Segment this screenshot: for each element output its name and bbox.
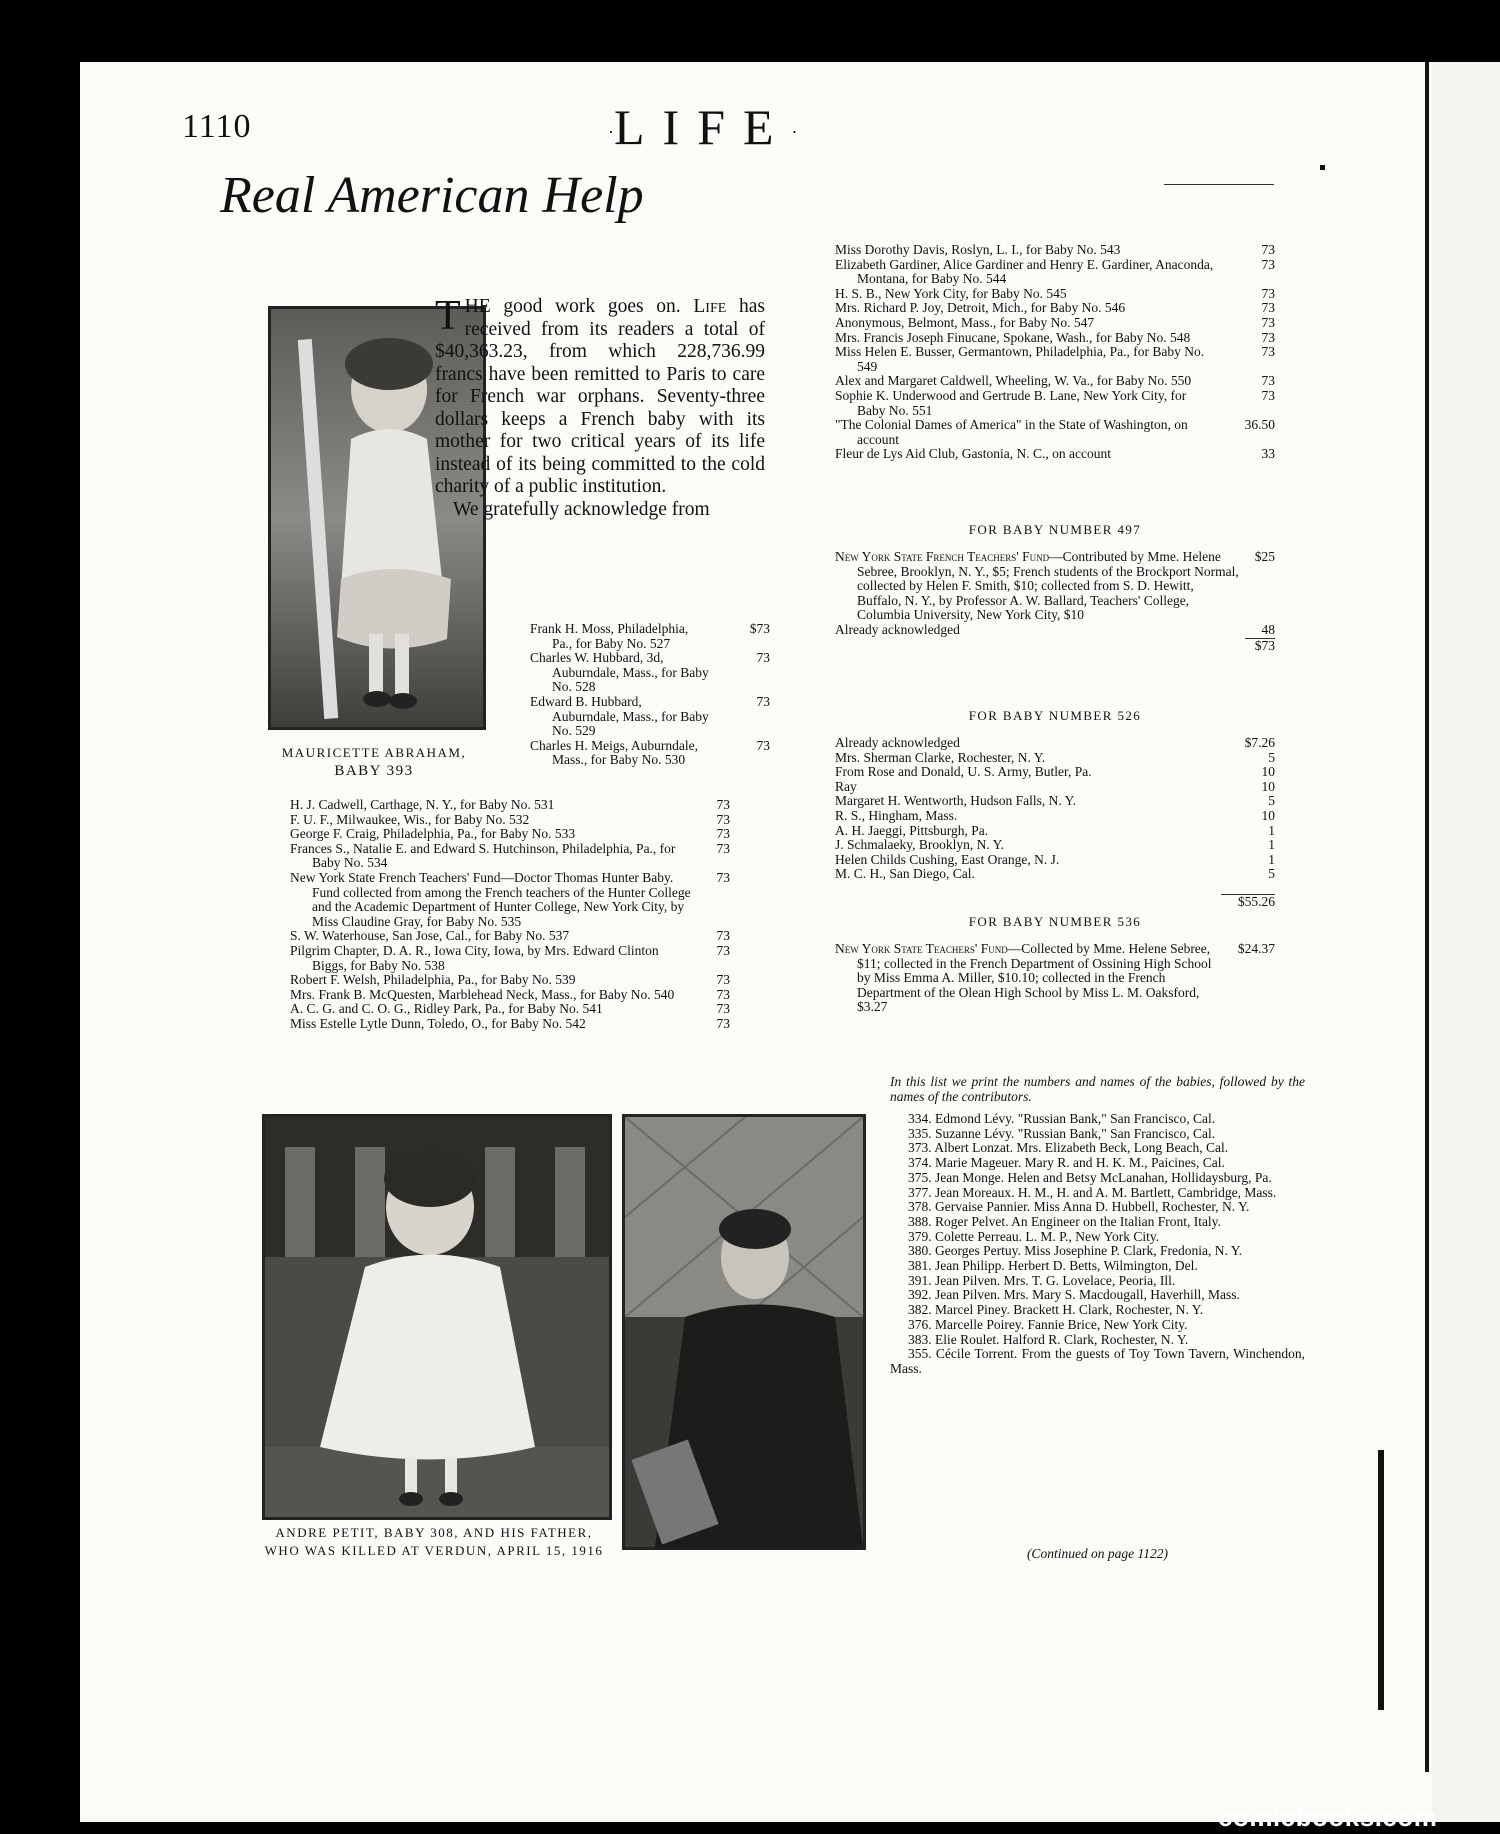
caption-line-2: WHO WAS KILLED AT VERDUN, APRIL 15, 1916 <box>264 1543 604 1558</box>
caption-line-1: ANDRE PETIT, BABY 308, AND HIS FATHER, <box>275 1525 593 1540</box>
contributor-name: Helen Childs Cushing, East Orange, N. J. <box>835 851 1060 867</box>
contribution-amount: 73 <box>716 928 730 944</box>
contributor-name: Edward B. Hubbard, Auburndale, Mass., for Baby No. 529 <box>530 693 709 739</box>
fund-text: —Contributed by Mme. Helene Sebree, Brooklyn, N. Y., $5; French students of the Brockport Normal, collected by Helen F. Smith, $10; collected from S. D. Hewitt, Buffalo, N. Y., by Professor A. W. Ballard, Teachers' College, Columbia University, New York City, $10 <box>857 549 1239 623</box>
contributor-name: Charles W. Hubbard, 3d, Auburndale, Mass., for Baby No. 528 <box>530 650 709 695</box>
contributor-row <box>290 798 730 813</box>
total-row-526 <box>835 894 1275 910</box>
baby-entry: 335. Suzanne Lévy. "Russian Bank," San Francisco, Cal. <box>908 1125 1216 1141</box>
total-526: $55.26 <box>1221 894 1275 910</box>
contribution-amount: 73 <box>716 869 730 885</box>
contributor-row <box>530 622 770 651</box>
contribution-amount: 73 <box>716 1015 730 1031</box>
masthead <box>608 98 798 156</box>
contributor-row <box>290 988 730 1003</box>
contributor-row <box>290 827 730 842</box>
contributor-name: Mrs. Frank B. McQuesten, Marblehead Neck, Mass., for Baby No. 540 <box>290 986 675 1002</box>
contributor-row <box>835 794 1275 809</box>
heading-baby-536: FOR BABY NUMBER 536 <box>968 914 1142 929</box>
baby-entry: 377. Jean Moreaux. H. M., H. and A. M. Bartlett, Cambridge, Mass. <box>908 1184 1277 1200</box>
contribution-amount: 73 <box>1261 329 1275 345</box>
contributor-row <box>290 1002 730 1017</box>
contributor-name: M. C. H., San Diego, Cal. <box>835 866 975 882</box>
contributor-name: R. S., Hingham, Mass. <box>835 807 958 823</box>
baby-entry: 391. Jean Pilven. Mrs. T. G. Lovelace, Peoria, Ill. <box>908 1272 1176 1288</box>
contributor-row <box>835 809 1275 824</box>
page-gutter-line <box>1425 62 1429 1772</box>
contributor-row <box>835 736 1275 751</box>
fund-row-536 <box>835 942 1275 1015</box>
contribution-amount: 73 <box>1261 300 1275 316</box>
contribution-amount: 73 <box>1261 387 1275 403</box>
contributor-name: George F. Craig, Philadelphia, Pa., for Baby No. 533 <box>290 826 576 842</box>
contributor-row <box>530 739 770 768</box>
heading-baby-497: FOR BABY NUMBER 497 <box>968 522 1142 537</box>
contributor-row <box>835 345 1275 374</box>
dropcap: T <box>435 293 461 339</box>
contributor-name: New York State French Teachers' Fund—Doctor Thomas Hunter Baby. Fund collected from among the French teachers of the Hunter College and the Academic Department of Hunter College, New York City, by Miss Claudine Gray, for Baby No. 535 <box>290 869 691 929</box>
baby-entry: 383. Elie Roulet. Halford R. Clark, Rochester, N. Y. <box>908 1331 1189 1347</box>
contributor-name: Fleur de Lys Aid Club, Gastonia, N. C., on account <box>835 446 1111 462</box>
contribution-amount: 36.50 <box>1244 417 1275 433</box>
fund-amount: $24.37 <box>1237 941 1275 956</box>
contribution-amount: 73 <box>756 737 770 753</box>
contributor-name: A. C. G. and C. O. G., Ridley Park, Pa., for Baby No. 541 <box>290 1001 603 1017</box>
header-rule <box>1164 184 1274 185</box>
contribution-amount: 5 <box>1268 749 1275 765</box>
caption-line-1: MAURICETTE ABRAHAM, <box>281 745 467 760</box>
baby-entry: 388. Roger Pelvet. An Engineer on the Italian Front, Italy. <box>908 1213 1221 1229</box>
contributor-row <box>290 944 730 973</box>
total-row-497 <box>835 638 1275 654</box>
contributor-name: Already acknowledged <box>835 735 960 750</box>
scan-speck <box>1320 165 1325 170</box>
heading-baby-526: FOR BABY NUMBER 526 <box>968 708 1142 723</box>
contributor-name: Ray <box>835 778 857 794</box>
baby-entry: 375. Jean Monge. Helen and Betsy McLanahan, Hollidaysburg, Pa. <box>908 1169 1272 1185</box>
contribution-amount: 73 <box>1261 314 1275 330</box>
contribution-amount: 1 <box>1268 851 1275 867</box>
photo-image <box>625 1117 863 1547</box>
contributor-name: Frances S., Natalie E. and Edward S. Hutchinson, Philadelphia, Pa., for Baby No. 534 <box>290 840 676 871</box>
contributor-row <box>835 316 1275 331</box>
already-label: Already acknowledged <box>835 621 960 637</box>
baby-entry: 373. Albert Lonzat. Mrs. Elizabeth Beck, Long Beach, Cal. <box>908 1140 1229 1156</box>
contribution-amount: 1 <box>1268 822 1275 838</box>
contribution-amount: 73 <box>716 986 730 1002</box>
contributor-list-right <box>835 243 1275 462</box>
contributor-name: Alex and Margaret Caldwell, Wheeling, W. Va., for Baby No. 550 <box>835 373 1192 389</box>
baby-entry: 379. Colette Perreau. L. M. P., New York City. <box>908 1228 1160 1244</box>
contribution-amount: 73 <box>1261 242 1275 257</box>
contributor-name: Sophie K. Underwood and Gertrude B. Lane, New York City, for Baby No. 551 <box>835 387 1187 418</box>
fund-name: New York State Teachers' Fund <box>835 941 1008 956</box>
contributor-row <box>835 418 1275 447</box>
contribution-amount: 73 <box>1261 256 1275 272</box>
contribution-amount: 73 <box>716 1001 730 1017</box>
contributor-row <box>290 813 730 828</box>
contributor-row <box>835 867 1275 882</box>
baby-entry: 382. Marcel Piney. Brackett H. Clark, Rochester, N. Y. <box>908 1302 1204 1318</box>
contributor-row <box>835 824 1275 839</box>
contributor-row <box>290 842 730 871</box>
contributor-row <box>290 1017 730 1032</box>
contributor-row <box>835 447 1275 462</box>
contributor-list-narrow <box>530 622 770 768</box>
baby-entry: 380. Georges Pertuy. Miss Josephine P. Clark, Fredonia, N. Y. <box>908 1243 1243 1259</box>
contribution-amount: 73 <box>716 942 730 958</box>
contribution-amount: 10 <box>1261 778 1275 794</box>
contribution-amount: 73 <box>716 797 730 812</box>
contribution-amount: 73 <box>716 840 730 856</box>
contributor-name: H. S. B., New York City, for Baby No. 545 <box>835 285 1067 301</box>
contributor-name: Mrs. Richard P. Joy, Detroit, Mich., for Baby No. 546 <box>835 300 1126 316</box>
section-baby-497 <box>835 550 1275 653</box>
contributor-name: Charles H. Meigs, Auburndale, Mass., for Baby No. 530 <box>530 737 698 768</box>
facing-page-edge <box>1432 62 1500 1822</box>
contributor-name: A. H. Jaeggi, Pittsburgh, Pa. <box>835 822 989 838</box>
already-row-497 <box>835 623 1275 638</box>
baby-entry: 381. Jean Philipp. Herbert D. Betts, Wilmington, Del. <box>908 1258 1198 1274</box>
contributor-name: F. U. F., Milwaukee, Wis., for Baby No. 532 <box>290 811 530 827</box>
baby-entry: 374. Marie Mageuer. Mary R. and H. K. M., Paicines, Cal. <box>908 1155 1225 1171</box>
contribution-amount: 10 <box>1261 807 1275 823</box>
contributor-row <box>290 929 730 944</box>
contributor-name: From Rose and Donald, U. S. Army, Butler, Pa. <box>835 764 1092 780</box>
baby-entry: 355. Cécile Torrent. From the guests of Toy Town Tavern, Winchendon, Mass. <box>890 1346 1305 1376</box>
contributor-row <box>290 871 730 929</box>
contributor-list-wide <box>290 798 730 1032</box>
contributor-row <box>835 301 1275 316</box>
intro-line1: HE good work goes on. <box>464 296 681 317</box>
baby-entry: 334. Edmond Lévy. "Russian Bank," San Francisco, Cal. <box>908 1111 1216 1126</box>
masthead-dot-right: · <box>791 122 798 143</box>
contribution-amount: 73 <box>1261 373 1275 389</box>
contributor-name: S. W. Waterhouse, San Jose, Cal., for Baby No. 537 <box>290 928 570 944</box>
intro-body: has received from its readers a total of $40,363.23, from which 228,736.99 francs have been remitted to Paris to care for French war orphans. Seventy-three dollars keeps a French baby with its mother for two critical years of its life instead of its being committed to the cold charity of a public institution. <box>435 296 765 497</box>
already-amount: 48 <box>1261 621 1275 637</box>
contribution-amount: 73 <box>716 811 730 827</box>
fund-amount: $25 <box>1254 549 1275 564</box>
total-497: $73 <box>1245 638 1275 654</box>
contributor-name: Margaret H. Wentworth, Hudson Falls, N. Y. <box>835 793 1077 809</box>
photo-andre-petit <box>262 1114 612 1520</box>
contributor-row <box>835 853 1275 868</box>
contributor-row <box>835 751 1275 766</box>
contributor-row <box>835 765 1275 780</box>
contributor-name: Miss Estelle Lytle Dunn, Toledo, O., for Baby No. 542 <box>290 1015 586 1031</box>
section-baby-526 <box>835 736 1275 882</box>
contributor-name: Miss Dorothy Davis, Roslyn, L. I., for Baby No. 543 <box>835 242 1121 257</box>
contributor-row <box>835 374 1275 389</box>
contributor-name: Elizabeth Gardiner, Alice Gardiner and Henry E. Gardiner, Anaconda, Montana, for Baby No. 544 <box>835 256 1214 287</box>
contributor-name: H. J. Cadwell, Carthage, N. Y., for Baby No. 531 <box>290 797 555 812</box>
babies-list <box>890 1112 1305 1377</box>
contributor-name: Anonymous, Belmont, Mass., for Baby No. 547 <box>835 314 1095 330</box>
contributor-row <box>835 389 1275 418</box>
contributor-row <box>835 780 1275 795</box>
photo-image <box>265 1117 609 1517</box>
photo-caption-top-left <box>268 744 480 780</box>
masthead-title: LIFE <box>614 99 792 155</box>
contributor-name: Frank H. Moss, Philadelphia, Pa., for Baby No. 527 <box>530 621 689 651</box>
contributor-name: Robert F. Welsh, Philadelphia, Pa., for Baby No. 539 <box>290 972 576 988</box>
photo-caption-bottom <box>262 1524 606 1560</box>
scan-binding-mark <box>1378 1450 1384 1710</box>
contributor-name: Miss Helen E. Busser, Germantown, Philadelphia, Pa., for Baby No. 549 <box>835 344 1205 374</box>
contributor-row <box>835 287 1275 302</box>
baby-entry: 392. Jean Pilven. Mrs. Mary S. Macdougall, Haverhill, Mass. <box>908 1287 1240 1303</box>
contribution-amount: 10 <box>1261 764 1275 780</box>
contribution-amount: 73 <box>716 972 730 988</box>
contribution-amount: 5 <box>1268 793 1275 809</box>
contributor-name: J. Schmalaeky, Brooklyn, N. Y. <box>835 837 1004 853</box>
babies-note: In this list we print the numbers and names of the babies, followed by the names of the contributors. <box>890 1074 1305 1104</box>
contribution-amount: 73 <box>1261 344 1275 360</box>
contributor-name: Pilgrim Chapter, D. A. R., Iowa City, Iowa, by Mrs. Edward Clinton Biggs, for Baby No. 538 <box>290 942 659 973</box>
continued-note: (Continued on page 1122) <box>1026 1546 1169 1561</box>
contribution-amount: 73 <box>756 693 770 709</box>
contribution-amount: 1 <box>1268 837 1275 853</box>
contributor-row <box>530 651 770 695</box>
contribution-amount: 33 <box>1261 446 1275 462</box>
caption-line-2: BABY 393 <box>334 763 414 779</box>
contributor-row <box>835 243 1275 258</box>
contributor-name: Mrs. Sherman Clarke, Rochester, N. Y. <box>835 749 1046 765</box>
baby-entry: 378. Gervaise Pannier. Miss Anna D. Hubbell, Rochester, N. Y. <box>908 1199 1250 1215</box>
page-number: 1110 <box>182 108 252 145</box>
contribution-amount: $7.26 <box>1244 735 1275 750</box>
article-headline: Real American Help <box>220 167 644 224</box>
contributor-row <box>290 973 730 988</box>
contributor-row <box>835 331 1275 346</box>
contribution-amount: 73 <box>1261 285 1275 301</box>
fund-text: —Collected by Mme. Helene Sebree, $11; collected in the French Department of Ossining High School by Miss Emma A. Miller, $10.10; collected in the French Department of the Olean High School by Miss L. M. Oaksford, $3.27 <box>857 941 1212 1015</box>
watermark-text: comicbooks.com <box>1218 1802 1438 1832</box>
contribution-amount: $73 <box>749 621 770 636</box>
contributor-name: "The Colonial Dames of America" in the State of Washington, on account <box>835 417 1188 447</box>
fund-row-497 <box>835 550 1275 623</box>
baby-entry: 376. Marcelle Poirey. Fannie Brice, New York City. <box>908 1316 1188 1332</box>
intro-life-smallcaps: Life <box>693 296 727 317</box>
contributor-name: Mrs. Francis Joseph Finucane, Spokane, Wash., for Baby No. 548 <box>835 329 1191 345</box>
photo-andre-petit-father <box>622 1114 866 1550</box>
contributor-row <box>835 258 1275 287</box>
contributor-row <box>530 695 770 739</box>
contribution-amount: 73 <box>756 650 770 666</box>
contribution-amount: 5 <box>1268 866 1275 882</box>
masthead-dot-left: · <box>608 122 614 143</box>
intro-ack: We gratefully acknowledge from <box>453 498 710 520</box>
contribution-amount: 73 <box>716 826 730 842</box>
section-baby-536 <box>835 942 1275 1015</box>
article-intro <box>435 293 765 521</box>
contributor-row <box>835 838 1275 853</box>
fund-name: New York State French Teachers' Fund <box>835 549 1050 564</box>
